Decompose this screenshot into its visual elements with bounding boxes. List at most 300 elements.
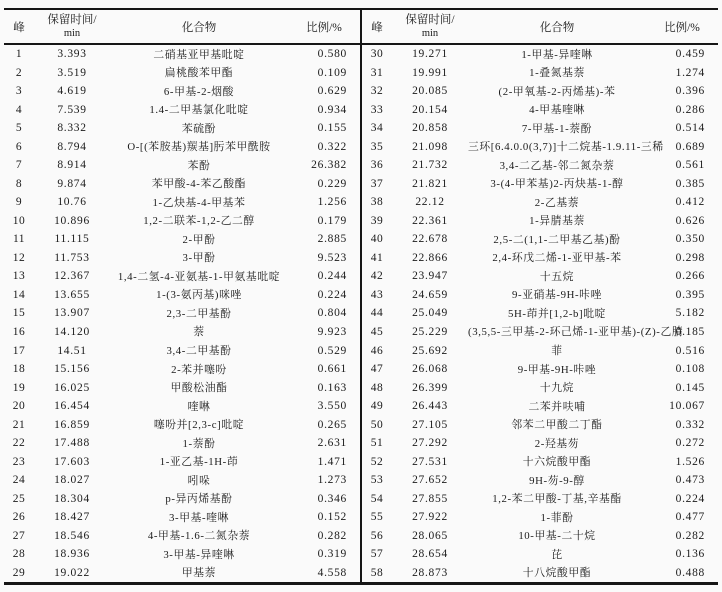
- proportion-cell: 26.382: [311, 159, 347, 172]
- retention-cell: 22.678: [412, 233, 448, 246]
- table-row: [362, 45, 718, 64]
- proportion-cell: 0.282: [317, 529, 347, 542]
- table-row: [4, 415, 360, 434]
- peak-cell: 10: [12, 214, 26, 227]
- compound-cell: 10-甲基-二十烷: [518, 530, 596, 543]
- table-row: [362, 286, 718, 305]
- table-header-left: [4, 10, 360, 45]
- table-row: [4, 378, 360, 397]
- peak-cell: 43: [370, 288, 384, 301]
- retention-cell: 18.304: [54, 492, 90, 505]
- compound-cell: O-[(苯胺基)羰基]肟苯甲酰胺: [127, 141, 271, 154]
- compound-table: [4, 8, 718, 585]
- peak-cell: 30: [370, 48, 384, 61]
- compound-cell: 十五烷: [539, 270, 575, 283]
- proportion-cell: 0.529: [317, 344, 347, 357]
- compound-cell: 1-菲酚: [540, 511, 574, 524]
- table-row: [4, 360, 360, 379]
- table-row: [362, 175, 718, 194]
- compound-cell: 2,4-环戊二烯-1-亚甲基-苯: [492, 252, 622, 265]
- table-row: [4, 45, 360, 64]
- proportion-cell: 9.923: [317, 325, 347, 338]
- compound-cell: 4-甲基喹啉: [529, 104, 585, 117]
- retention-cell: 13.655: [54, 288, 90, 301]
- retention-cell: 16.859: [54, 418, 90, 431]
- retention-cell: 7.539: [57, 103, 87, 116]
- proportion-cell: 0.561: [675, 159, 705, 172]
- table-row: [362, 471, 718, 490]
- compound-cell: 2,5-二(1,1-二甲基乙基)酚: [493, 233, 621, 246]
- peak-cell: 49: [370, 400, 384, 413]
- header-proportion: 比例/%: [664, 21, 700, 34]
- table-row: [4, 434, 360, 453]
- table-row: [362, 378, 718, 397]
- table-row: [362, 230, 718, 249]
- table-row: [4, 323, 360, 342]
- retention-cell: 21.732: [412, 159, 448, 172]
- peak-cell: 53: [370, 474, 384, 487]
- proportion-cell: 0.516: [675, 344, 705, 357]
- peak-cell: 44: [370, 307, 384, 320]
- proportion-cell: 4.558: [317, 566, 347, 579]
- retention-cell: 27.292: [412, 437, 448, 450]
- retention-cell: 27.531: [412, 455, 448, 468]
- peak-cell: 48: [370, 381, 384, 394]
- header-retention: [34, 14, 110, 40]
- table-row: [362, 64, 718, 83]
- compound-cell: 芘: [551, 548, 563, 561]
- peak-cell: 13: [12, 270, 26, 283]
- retention-cell: 25.229: [412, 325, 448, 338]
- table-body-right: [362, 45, 718, 582]
- retention-cell: 11.115: [54, 233, 90, 246]
- compound-cell: 2,3-二甲基酚: [166, 307, 232, 320]
- proportion-cell: 0.152: [317, 511, 347, 524]
- proportion-cell: 2.885: [317, 233, 347, 246]
- compound-cell: (2-甲氧基-2-丙烯基)-苯: [498, 85, 616, 98]
- proportion-cell: 0.108: [675, 363, 705, 376]
- proportion-cell: 0.385: [675, 177, 705, 190]
- peak-cell: 11: [12, 233, 26, 246]
- peak-cell: 32: [370, 85, 384, 98]
- peak-cell: 45: [370, 325, 384, 338]
- peak-cell: 55: [370, 511, 384, 524]
- proportion-cell: 0.661: [317, 363, 347, 376]
- peak-cell: 52: [370, 455, 384, 468]
- table-row: [362, 101, 718, 120]
- peak-cell: 42: [370, 270, 384, 283]
- retention-cell: 11.753: [54, 251, 90, 264]
- proportion-cell: 0.689: [675, 140, 705, 153]
- header-proportion: 比例/%: [306, 21, 342, 34]
- peak-cell: 35: [370, 140, 384, 153]
- retention-cell: 19.271: [412, 48, 448, 61]
- peak-cell: 12: [12, 251, 26, 264]
- compound-cell: 十八烷酸甲酯: [522, 567, 592, 580]
- proportion-cell: 5.182: [675, 307, 705, 320]
- peak-cell: 47: [370, 363, 384, 376]
- table-row: [362, 193, 718, 212]
- proportion-cell: 0.580: [317, 48, 347, 61]
- retention-cell: 27.105: [412, 418, 448, 431]
- peak-cell: 37: [370, 177, 384, 190]
- header-retention-label: 保留时间/: [405, 13, 455, 26]
- peak-cell: 57: [370, 548, 384, 561]
- proportion-cell: 1.274: [675, 66, 705, 79]
- retention-cell: 27.652: [412, 474, 448, 487]
- retention-cell: 26.068: [412, 363, 448, 376]
- retention-cell: 8.794: [57, 140, 87, 153]
- compound-cell: 6-甲基-2-烟酸: [163, 85, 235, 98]
- retention-cell: 13.907: [54, 307, 90, 320]
- proportion-cell: 0.265: [317, 418, 347, 431]
- retention-cell: 26.399: [412, 381, 448, 394]
- proportion-cell: 0.459: [675, 48, 705, 61]
- table-row: [362, 82, 718, 101]
- peak-cell: 27: [12, 529, 26, 542]
- proportion-cell: 0.298: [675, 251, 705, 264]
- compound-cell: 7-甲基-1-萘酚: [521, 122, 593, 135]
- compound-cell: 甲基萘: [181, 567, 217, 580]
- table-header-right: [362, 10, 718, 45]
- proportion-cell: 0.626: [675, 214, 705, 227]
- table-row: [362, 119, 718, 138]
- peak-cell: 2: [15, 66, 23, 79]
- retention-cell: 28.654: [412, 548, 448, 561]
- retention-cell: 3.519: [57, 66, 87, 79]
- compound-cell: 邻苯二甲酸二丁酯: [511, 419, 603, 432]
- table-row: [4, 508, 360, 527]
- proportion-cell: 0.396: [675, 85, 705, 98]
- table-row: [4, 341, 360, 360]
- peak-cell: 16: [12, 325, 26, 338]
- retention-cell: 3.393: [57, 48, 87, 61]
- table-row: [362, 267, 718, 286]
- proportion-cell: 0.282: [675, 529, 705, 542]
- peak-cell: 40: [370, 233, 384, 246]
- proportion-cell: 3.550: [317, 400, 347, 413]
- peak-cell: 3: [15, 85, 23, 98]
- table-row: [362, 397, 718, 416]
- proportion-cell: 0.272: [675, 437, 705, 450]
- table-row: [4, 452, 360, 471]
- retention-cell: 10.76: [57, 196, 87, 209]
- retention-cell: 28.065: [412, 529, 448, 542]
- proportion-cell: 0.473: [675, 474, 705, 487]
- table-row: [362, 415, 718, 434]
- table-row: [4, 304, 360, 323]
- peak-cell: 20: [12, 400, 26, 413]
- retention-cell: 18.936: [54, 548, 90, 561]
- retention-cell: 19.022: [54, 566, 90, 579]
- table-row: [4, 230, 360, 249]
- retention-cell: 20.858: [412, 122, 448, 135]
- compound-cell: (3,5,5-三甲基-2-环己烯-1-亚甲基)-(Z)-乙腈: [468, 326, 684, 339]
- compound-cell: 喹啉: [187, 400, 211, 413]
- compound-cell: p-异丙烯基酚: [165, 493, 233, 506]
- peak-cell: 17: [12, 344, 26, 357]
- compound-cell: 1,2-苯二甲酸-丁基,辛基酯: [492, 493, 622, 506]
- retention-cell: 17.488: [54, 437, 90, 450]
- retention-cell: 10.896: [54, 214, 90, 227]
- table-row: [362, 156, 718, 175]
- table-row: [4, 119, 360, 138]
- proportion-cell: 0.185: [675, 325, 705, 338]
- peak-cell: 29: [12, 566, 26, 579]
- table-row: [4, 64, 360, 83]
- compound-cell: 甲酸松油酯: [170, 382, 228, 395]
- proportion-cell: 0.163: [317, 381, 347, 394]
- peak-cell: 54: [370, 492, 384, 505]
- compound-cell: 1-异腈基萘: [529, 215, 585, 228]
- retention-cell: 25.692: [412, 344, 448, 357]
- table-row: [4, 193, 360, 212]
- peak-cell: 26: [12, 511, 26, 524]
- proportion-cell: 10.067: [669, 400, 705, 413]
- retention-cell: 24.659: [412, 288, 448, 301]
- retention-cell: 15.156: [54, 363, 90, 376]
- table-row: [362, 452, 718, 471]
- table-row: [4, 286, 360, 305]
- header-peak: 峰: [371, 21, 383, 34]
- header-compound: 化合物: [539, 21, 575, 34]
- compound-cell: 2-乙基萘: [534, 196, 580, 209]
- table-row: [362, 304, 718, 323]
- proportion-cell: 0.155: [317, 122, 347, 135]
- table-row: [4, 156, 360, 175]
- retention-cell: 21.821: [412, 177, 448, 190]
- retention-cell: 20.154: [412, 103, 448, 116]
- proportion-cell: 0.179: [317, 214, 347, 227]
- peak-cell: 36: [370, 159, 384, 172]
- peak-cell: 19: [12, 381, 26, 394]
- proportion-cell: 0.488: [675, 566, 705, 579]
- proportion-cell: 2.631: [317, 437, 347, 450]
- proportion-cell: 0.346: [317, 492, 347, 505]
- peak-cell: 28: [12, 548, 26, 561]
- retention-cell: 23.947: [412, 270, 448, 283]
- proportion-cell: 0.514: [675, 122, 705, 135]
- compound-cell: 5H-茚并[1,2-b]吡啶: [507, 307, 607, 320]
- compound-cell: 3-甲基-异喹啉: [163, 548, 235, 561]
- compound-cell: 3,4-二甲基酚: [166, 345, 232, 357]
- peak-cell: 33: [370, 103, 384, 116]
- proportion-cell: 0.319: [317, 548, 347, 561]
- compound-cell: 吲哚: [187, 474, 211, 487]
- table-half-right: [362, 10, 718, 582]
- retention-cell: 17.603: [54, 455, 90, 468]
- peak-cell: 22: [12, 437, 26, 450]
- compound-cell: 9H-芴-9-醇: [529, 474, 585, 487]
- retention-cell: 9.874: [57, 177, 87, 190]
- compound-cell: 3-甲酚: [182, 252, 216, 265]
- compound-cell: 1-亚乙基-1H-茚: [159, 456, 239, 469]
- compound-cell: 十六烷酸甲酯: [522, 456, 592, 469]
- proportion-cell: 1.471: [317, 455, 347, 468]
- table-row: [4, 267, 360, 286]
- proportion-cell: 0.145: [675, 381, 705, 394]
- peak-cell: 8: [15, 177, 23, 190]
- peak-cell: 9: [15, 196, 23, 209]
- peak-cell: 15: [12, 307, 26, 320]
- retention-cell: 8.332: [57, 122, 87, 135]
- compound-cell: 3,4-二乙基-邻二氮杂萘: [499, 159, 615, 172]
- peak-cell: 18: [12, 363, 26, 376]
- retention-cell: 27.855: [412, 492, 448, 505]
- proportion-cell: 0.804: [317, 307, 347, 320]
- table-row: [4, 212, 360, 231]
- proportion-cell: 0.629: [317, 85, 347, 98]
- proportion-cell: 1.526: [675, 455, 705, 468]
- peak-cell: 51: [370, 437, 384, 450]
- compound-cell: 扁桃酸苯甲酯: [164, 67, 234, 80]
- retention-cell: 18.427: [54, 511, 90, 524]
- peak-cell: 41: [370, 251, 384, 264]
- table-row: [4, 175, 360, 194]
- compound-cell: 1.4-二甲基氯化吡啶: [149, 104, 249, 117]
- header-retention: [392, 14, 468, 40]
- retention-cell: 27.922: [412, 511, 448, 524]
- proportion-cell: 0.136: [675, 548, 705, 561]
- proportion-cell: 0.395: [675, 288, 705, 301]
- peak-cell: 34: [370, 122, 384, 135]
- compound-cell: 1-叠氮基萘: [529, 67, 585, 80]
- peak-cell: 6: [15, 140, 23, 153]
- compound-cell: 2-甲酚: [182, 233, 216, 246]
- retention-cell: 26.443: [412, 400, 448, 413]
- peak-cell: 4: [15, 103, 23, 116]
- retention-cell: 16.025: [54, 381, 90, 394]
- peak-cell: 21: [12, 418, 26, 431]
- peak-cell: 7: [15, 159, 23, 172]
- peak-cell: 50: [370, 418, 384, 431]
- retention-cell: 22.361: [412, 214, 448, 227]
- proportion-cell: 0.266: [675, 270, 705, 283]
- peak-cell: 25: [12, 492, 26, 505]
- retention-cell: 28.873: [412, 566, 448, 579]
- compound-cell: 2-苯并噻吩: [171, 363, 227, 376]
- proportion-cell: 0.109: [317, 66, 347, 79]
- table-row: [362, 341, 718, 360]
- table-row: [362, 434, 718, 453]
- table-row: [362, 360, 718, 379]
- compound-cell: 1,4-二氢-4-亚氨基-1-甲氨基吡啶: [117, 270, 281, 283]
- header-compound: 化合物: [181, 21, 217, 34]
- compound-cell: 1-甲基-异喹啉: [521, 48, 593, 61]
- retention-cell: 18.546: [54, 529, 90, 542]
- proportion-cell: 0.332: [675, 418, 705, 431]
- table-row: [362, 138, 718, 157]
- compound-cell: 9-亚硝基-9H-咔唑: [512, 289, 602, 302]
- proportion-cell: 0.477: [675, 511, 705, 524]
- retention-cell: 20.085: [412, 85, 448, 98]
- compound-cell: 菲: [551, 345, 563, 357]
- peak-cell: 46: [370, 344, 384, 357]
- compound-cell: 1,2-二联苯-1,2-乙二醇: [143, 215, 255, 228]
- retention-cell: 19.991: [412, 66, 448, 79]
- table-row: [362, 526, 718, 545]
- retention-cell: 12.367: [54, 270, 90, 283]
- proportion-cell: 0.229: [317, 177, 347, 190]
- proportion-cell: 0.322: [317, 140, 347, 153]
- table-row: [4, 397, 360, 416]
- table-row: [4, 526, 360, 545]
- proportion-cell: 0.350: [675, 233, 705, 246]
- compound-cell: 苯硫酚: [181, 122, 217, 135]
- proportion-cell: 0.934: [317, 103, 347, 116]
- peak-cell: 38: [370, 196, 384, 209]
- retention-cell: 14.120: [54, 325, 90, 338]
- header-retention-unit: min: [421, 27, 439, 39]
- proportion-cell: 1.273: [317, 474, 347, 487]
- peak-cell: 24: [12, 474, 26, 487]
- peak-cell: 5: [15, 122, 23, 135]
- table-row: [362, 489, 718, 508]
- table-row: [4, 471, 360, 490]
- proportion-cell: 1.256: [317, 196, 347, 209]
- retention-cell: 22.12: [415, 196, 445, 209]
- retention-cell: 25.049: [412, 307, 448, 320]
- peak-cell: 31: [370, 66, 384, 79]
- proportion-cell: 9.523: [317, 251, 347, 264]
- retention-cell: 16.454: [54, 400, 90, 413]
- peak-cell: 56: [370, 529, 384, 542]
- retention-cell: 21.098: [412, 140, 448, 153]
- compound-cell: 三环[6.4.0.0(3,7)]十二烷基-1.9.11-三稀: [468, 141, 664, 154]
- table-row: [362, 545, 718, 564]
- proportion-cell: 0.244: [317, 270, 347, 283]
- header-retention-label: 保留时间/: [47, 13, 97, 26]
- proportion-cell: 0.412: [675, 196, 705, 209]
- compound-cell: 9-甲基-9H-咔唑: [517, 363, 597, 376]
- compound-cell: 二苯并呋哺: [528, 400, 586, 413]
- compound-cell: 十九烷: [539, 382, 575, 395]
- compound-cell: 苯甲酸-4-苯乙酸酯: [151, 178, 247, 191]
- compound-cell: 3-甲基-喹啉: [169, 511, 229, 524]
- table-row: [362, 212, 718, 231]
- compound-cell: 苯酚: [187, 159, 211, 172]
- table-row: [362, 249, 718, 268]
- retention-cell: 14.51: [57, 344, 87, 357]
- table-row: [4, 82, 360, 101]
- retention-cell: 22.866: [412, 251, 448, 264]
- peak-cell: 14: [12, 288, 26, 301]
- table-row: [4, 545, 360, 564]
- table-row: [362, 563, 718, 582]
- table-body-left: [4, 45, 360, 582]
- proportion-cell: 0.224: [317, 288, 347, 301]
- compound-cell: 二硝基亚甲基吡啶: [153, 48, 245, 61]
- compound-cell: 1-(3-氨丙基)咪唑: [156, 289, 242, 302]
- retention-cell: 8.914: [57, 159, 87, 172]
- compound-cell: 4-甲基-1.6-二氮杂萘: [147, 530, 251, 543]
- header-retention-unit: min: [63, 27, 81, 39]
- table-row: [362, 323, 718, 342]
- proportion-cell: 0.224: [675, 492, 705, 505]
- peak-cell: 58: [370, 566, 384, 579]
- table-half-left: [4, 10, 360, 582]
- compound-cell: 萘: [193, 326, 205, 339]
- table-row: [4, 563, 360, 582]
- compound-cell: 3-(4-甲苯基)2-丙炔基-1-醇: [490, 178, 624, 191]
- compound-cell: 1-乙炔基-4-甲基苯: [152, 196, 246, 209]
- table-row: [4, 101, 360, 120]
- proportion-cell: 0.286: [675, 103, 705, 116]
- table-row: [4, 138, 360, 157]
- table-row: [362, 508, 718, 527]
- compound-cell: 噻吩并[2,3-c]吡啶: [153, 419, 245, 432]
- retention-cell: 18.027: [54, 474, 90, 487]
